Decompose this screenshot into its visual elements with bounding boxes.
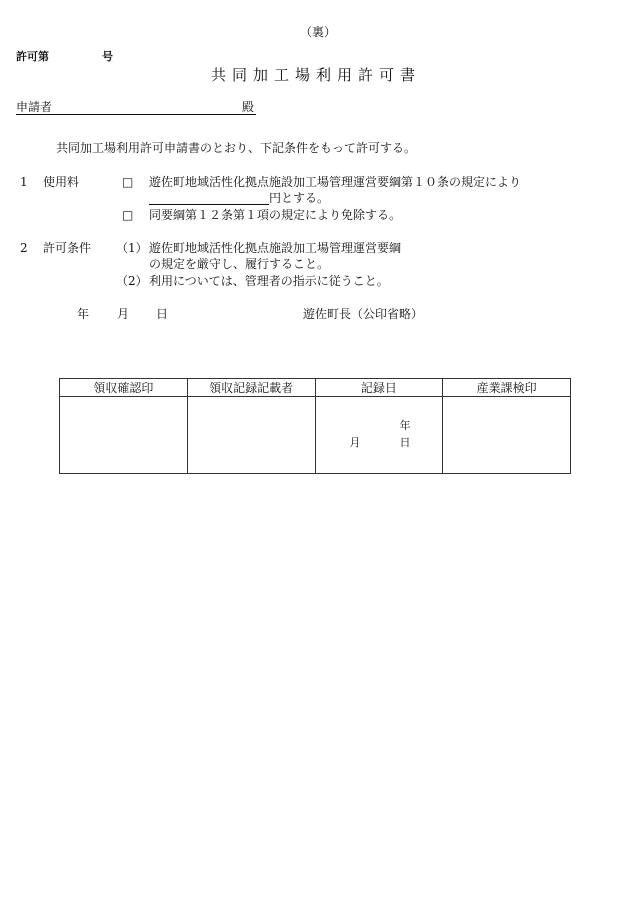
intro-text: 共同加工場利用許可申請書のとおり、下記条件をもって許可する。 <box>56 141 417 155</box>
page-side-label: （裏） <box>300 25 337 39</box>
fee-option-checkbox[interactable]: □ <box>122 175 134 189</box>
industry-section-stamp-cell[interactable] <box>443 397 571 474</box>
exemption-option-checkbox[interactable]: □ <box>122 208 134 222</box>
permit-number-label: 許可第 <box>16 50 49 63</box>
document-title: 共同加工場利用許可書 <box>211 66 422 84</box>
condition2-text: 利用については、管理者の指示に従うこと。 <box>149 274 389 288</box>
industry-section-stamp-header: 産業課検印 <box>443 379 571 397</box>
applicant-label: 申請者 <box>16 100 53 114</box>
item1-number: 1 <box>20 175 28 189</box>
receipt-recorder-cell[interactable] <box>187 397 315 474</box>
item1-label: 使用料 <box>43 175 80 189</box>
record-date-month: 月 <box>349 436 361 449</box>
receipt-confirmation-header: 領収確認印 <box>60 379 188 397</box>
date-year: 年 <box>77 307 90 321</box>
date-month: 月 <box>117 307 130 321</box>
date-day: 日 <box>156 307 169 321</box>
condition2-number: （2） <box>116 274 148 288</box>
permit-number-suffix: 号 <box>102 50 113 63</box>
receipt-recorder-header: 領収記録記載者 <box>187 379 315 397</box>
record-date-year: 年 <box>399 419 411 432</box>
item2-number: 2 <box>20 241 28 255</box>
fee-option-text-line1: 遊佐町地域活性化拠点施設加工場管理運営要綱第１０条の規定により <box>149 175 522 189</box>
condition1-number: （1） <box>116 241 148 255</box>
applicant-honorific: 殿 <box>242 100 255 114</box>
record-date-day: 日 <box>399 436 411 449</box>
applicant-name-line <box>16 114 256 115</box>
condition1-text-line1: 遊佐町地域活性化拠点施設加工場管理運営要綱 <box>149 241 402 255</box>
issuer-name: 遊佐町長（公印省略） <box>303 307 424 321</box>
condition1-text-line2: の規定を厳守し、履行すること。 <box>149 257 330 271</box>
stamp-table-header-row <box>60 379 571 397</box>
fee-option-text-line2: 円とする。 <box>269 191 330 205</box>
stamp-table-body-row <box>60 397 571 474</box>
record-date-header: 記録日 <box>315 379 443 397</box>
record-date-cell[interactable] <box>315 397 443 474</box>
receipt-confirmation-cell[interactable] <box>60 397 188 474</box>
fee-amount-line <box>149 204 269 205</box>
receipt-stamp-table <box>59 378 571 474</box>
item2-label: 許可条件 <box>43 241 92 255</box>
exemption-option-text: 同要綱第１２条第１項の規定により免除する。 <box>149 208 402 222</box>
